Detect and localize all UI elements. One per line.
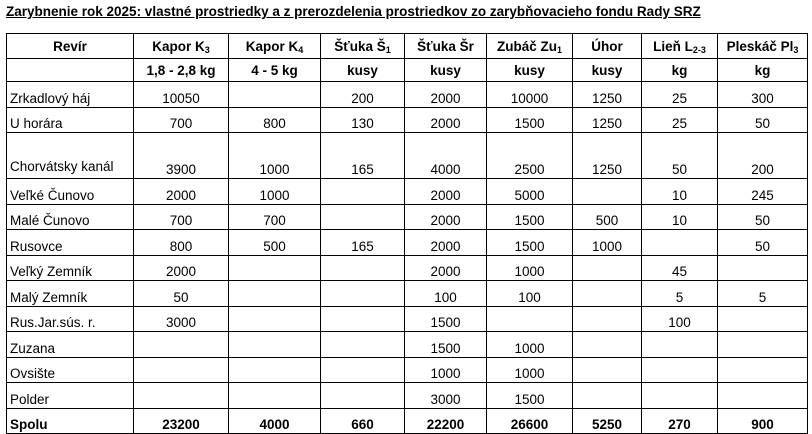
document-title: Zarybnenie rok 2025: vlastné prostriedky a z prerozdelenia prostriedkov zo zarybňovacieho fondu Rady SRZ: [6, 4, 701, 19]
column-header: [405, 34, 487, 59]
revir-name-cell: U horára: [7, 107, 134, 133]
value-cell: [229, 281, 321, 307]
value-cell: 50: [718, 230, 808, 256]
value-cell: [573, 306, 642, 332]
column-header: [573, 34, 642, 59]
revir-name-cell: Polder: [7, 383, 134, 409]
total-row: [7, 408, 808, 434]
total-value: 26600: [487, 408, 573, 434]
total-value: 4000: [229, 408, 321, 434]
column-header-label: Revír: [53, 38, 87, 54]
value-cell: [321, 255, 405, 281]
value-cell: [718, 383, 808, 409]
column-header: [229, 34, 321, 59]
value-cell: [573, 332, 642, 358]
column-unit: kusy: [487, 59, 573, 82]
value-cell: 3000: [134, 306, 229, 332]
value-cell: 2000: [134, 179, 229, 205]
value-cell: 1000: [229, 133, 321, 179]
table-row: [7, 133, 808, 179]
revir-name-cell: Rus.Jar.sús. r.: [7, 306, 134, 332]
value-cell: 25: [642, 82, 718, 108]
value-cell: 50: [718, 107, 808, 133]
value-cell: 10: [642, 204, 718, 230]
table-row: [7, 82, 808, 108]
value-cell: [321, 281, 405, 307]
table-row: [7, 281, 808, 307]
value-cell: [229, 383, 321, 409]
value-cell: 5: [718, 281, 808, 307]
value-cell: 2000: [405, 230, 487, 256]
value-cell: 200: [718, 133, 808, 179]
value-cell: 130: [321, 107, 405, 133]
value-cell: 50: [718, 204, 808, 230]
value-cell: 1000: [229, 179, 321, 205]
value-cell: [229, 332, 321, 358]
value-cell: 100: [642, 306, 718, 332]
total-value: 23200: [134, 408, 229, 434]
value-cell: [718, 357, 808, 383]
revir-name-cell: Veľký Zemník: [7, 255, 134, 281]
value-cell: 2000: [405, 107, 487, 133]
revir-name-cell: Veľké Čunovo: [7, 179, 134, 205]
header-units-row: [7, 59, 808, 82]
column-header: [718, 34, 808, 59]
value-cell: 165: [321, 133, 405, 179]
column-header: [321, 34, 405, 59]
table-row: [7, 306, 808, 332]
revir-name-cell: Zrkadlový háj: [7, 82, 134, 108]
value-cell: [134, 332, 229, 358]
value-cell: 1000: [487, 357, 573, 383]
table-row: [7, 357, 808, 383]
value-cell: 2500: [487, 133, 573, 179]
column-unit: kusy: [321, 59, 405, 82]
value-cell: [229, 255, 321, 281]
value-cell: [573, 357, 642, 383]
table-row: [7, 179, 808, 205]
value-cell: [718, 306, 808, 332]
value-cell: [642, 332, 718, 358]
value-cell: [573, 383, 642, 409]
column-header: [642, 34, 718, 59]
value-cell: 3000: [405, 383, 487, 409]
column-header-subscript: 4: [298, 44, 304, 55]
value-cell: 200: [321, 82, 405, 108]
column-header-label: Lieň L: [653, 38, 693, 54]
column-unit: 1,8 - 2,8 kg: [134, 59, 229, 82]
value-cell: [321, 306, 405, 332]
value-cell: 1000: [487, 332, 573, 358]
column-header-label: Šťuka Š: [334, 38, 386, 54]
value-cell: 1500: [487, 107, 573, 133]
value-cell: 700: [134, 107, 229, 133]
value-cell: 1000: [405, 357, 487, 383]
column-header-subscript: 2-3: [692, 44, 706, 55]
column-header-subscript: 3: [204, 44, 210, 55]
column-unit: 4 - 5 kg: [229, 59, 321, 82]
value-cell: [229, 306, 321, 332]
value-cell: 1250: [573, 82, 642, 108]
value-cell: 10000: [487, 82, 573, 108]
table-row: [7, 204, 808, 230]
table-row: [7, 107, 808, 133]
value-cell: 300: [718, 82, 808, 108]
stocking-table: [6, 33, 808, 434]
value-cell: 1500: [405, 332, 487, 358]
value-cell: 700: [229, 204, 321, 230]
value-cell: 1000: [573, 230, 642, 256]
value-cell: [134, 383, 229, 409]
column-header: [7, 34, 134, 59]
value-cell: [642, 230, 718, 256]
value-cell: 800: [134, 230, 229, 256]
value-cell: 1500: [405, 306, 487, 332]
total-value: 270: [642, 408, 718, 434]
value-cell: 2000: [405, 255, 487, 281]
column-header-label: Šťuka Šr: [417, 38, 474, 54]
column-header-subscript: 1: [556, 44, 562, 55]
value-cell: 2000: [405, 179, 487, 205]
value-cell: 500: [573, 204, 642, 230]
column-unit: kusy: [405, 59, 487, 82]
value-cell: [487, 306, 573, 332]
value-cell: 25: [642, 107, 718, 133]
value-cell: 1500: [487, 204, 573, 230]
value-cell: 100: [487, 281, 573, 307]
value-cell: 45: [642, 255, 718, 281]
column-unit: kg: [718, 59, 808, 82]
value-cell: 5: [642, 281, 718, 307]
table-row: [7, 383, 808, 409]
table-row: [7, 332, 808, 358]
revir-name-cell: Malý Zemník: [7, 281, 134, 307]
value-cell: 10050: [134, 82, 229, 108]
value-cell: 100: [405, 281, 487, 307]
revir-name-cell: Rusovce: [7, 230, 134, 256]
value-cell: [229, 357, 321, 383]
value-cell: [134, 357, 229, 383]
value-cell: 1500: [487, 230, 573, 256]
value-cell: 1000: [487, 255, 573, 281]
value-cell: [642, 383, 718, 409]
value-cell: 10: [642, 179, 718, 205]
value-cell: [573, 255, 642, 281]
value-cell: 800: [229, 107, 321, 133]
table-row: [7, 230, 808, 256]
table-body: [7, 82, 808, 434]
value-cell: 1250: [573, 107, 642, 133]
value-cell: [229, 82, 321, 108]
value-cell: 4000: [405, 133, 487, 179]
value-cell: [573, 281, 642, 307]
value-cell: 5000: [487, 179, 573, 205]
value-cell: [321, 332, 405, 358]
column-header-subscript: 1: [385, 44, 391, 55]
column-header: [487, 34, 573, 59]
column-unit: [7, 59, 134, 82]
value-cell: 165: [321, 230, 405, 256]
value-cell: [718, 332, 808, 358]
total-label: Spolu: [7, 408, 134, 434]
value-cell: [321, 383, 405, 409]
column-header-label: Kapor K: [152, 38, 205, 54]
value-cell: 2000: [405, 204, 487, 230]
revir-name-cell: Ovsište: [7, 357, 134, 383]
value-cell: [573, 179, 642, 205]
value-cell: 3900: [134, 133, 229, 179]
value-cell: [642, 357, 718, 383]
revir-name-cell: Chorvátsky kanál: [7, 133, 134, 179]
column-header-label: Zubáč Zu: [496, 38, 557, 54]
total-value: 5250: [573, 408, 642, 434]
column-header-label: Kapor K: [245, 38, 299, 54]
value-cell: 2000: [405, 82, 487, 108]
header-row: [7, 34, 808, 59]
value-cell: [321, 357, 405, 383]
value-cell: 700: [134, 204, 229, 230]
column-unit: kg: [642, 59, 718, 82]
value-cell: 500: [229, 230, 321, 256]
table-row: [7, 255, 808, 281]
value-cell: 1500: [487, 383, 573, 409]
value-cell: [321, 204, 405, 230]
column-header: [134, 34, 229, 59]
value-cell: [718, 255, 808, 281]
total-value: 900: [718, 408, 808, 434]
value-cell: 245: [718, 179, 808, 205]
revir-name-cell: Malé Čunovo: [7, 204, 134, 230]
value-cell: 2000: [134, 255, 229, 281]
column-header-label: Pleskáč Pl: [726, 38, 794, 54]
total-value: 22200: [405, 408, 487, 434]
value-cell: [321, 179, 405, 205]
value-cell: 50: [134, 281, 229, 307]
column-header-subscript: 3: [793, 44, 799, 55]
column-header-label: Úhor: [591, 38, 623, 54]
revir-name-cell: Zuzana: [7, 332, 134, 358]
value-cell: 1250: [573, 133, 642, 179]
total-value: 660: [321, 408, 405, 434]
column-unit: kusy: [573, 59, 642, 82]
value-cell: 50: [642, 133, 718, 179]
